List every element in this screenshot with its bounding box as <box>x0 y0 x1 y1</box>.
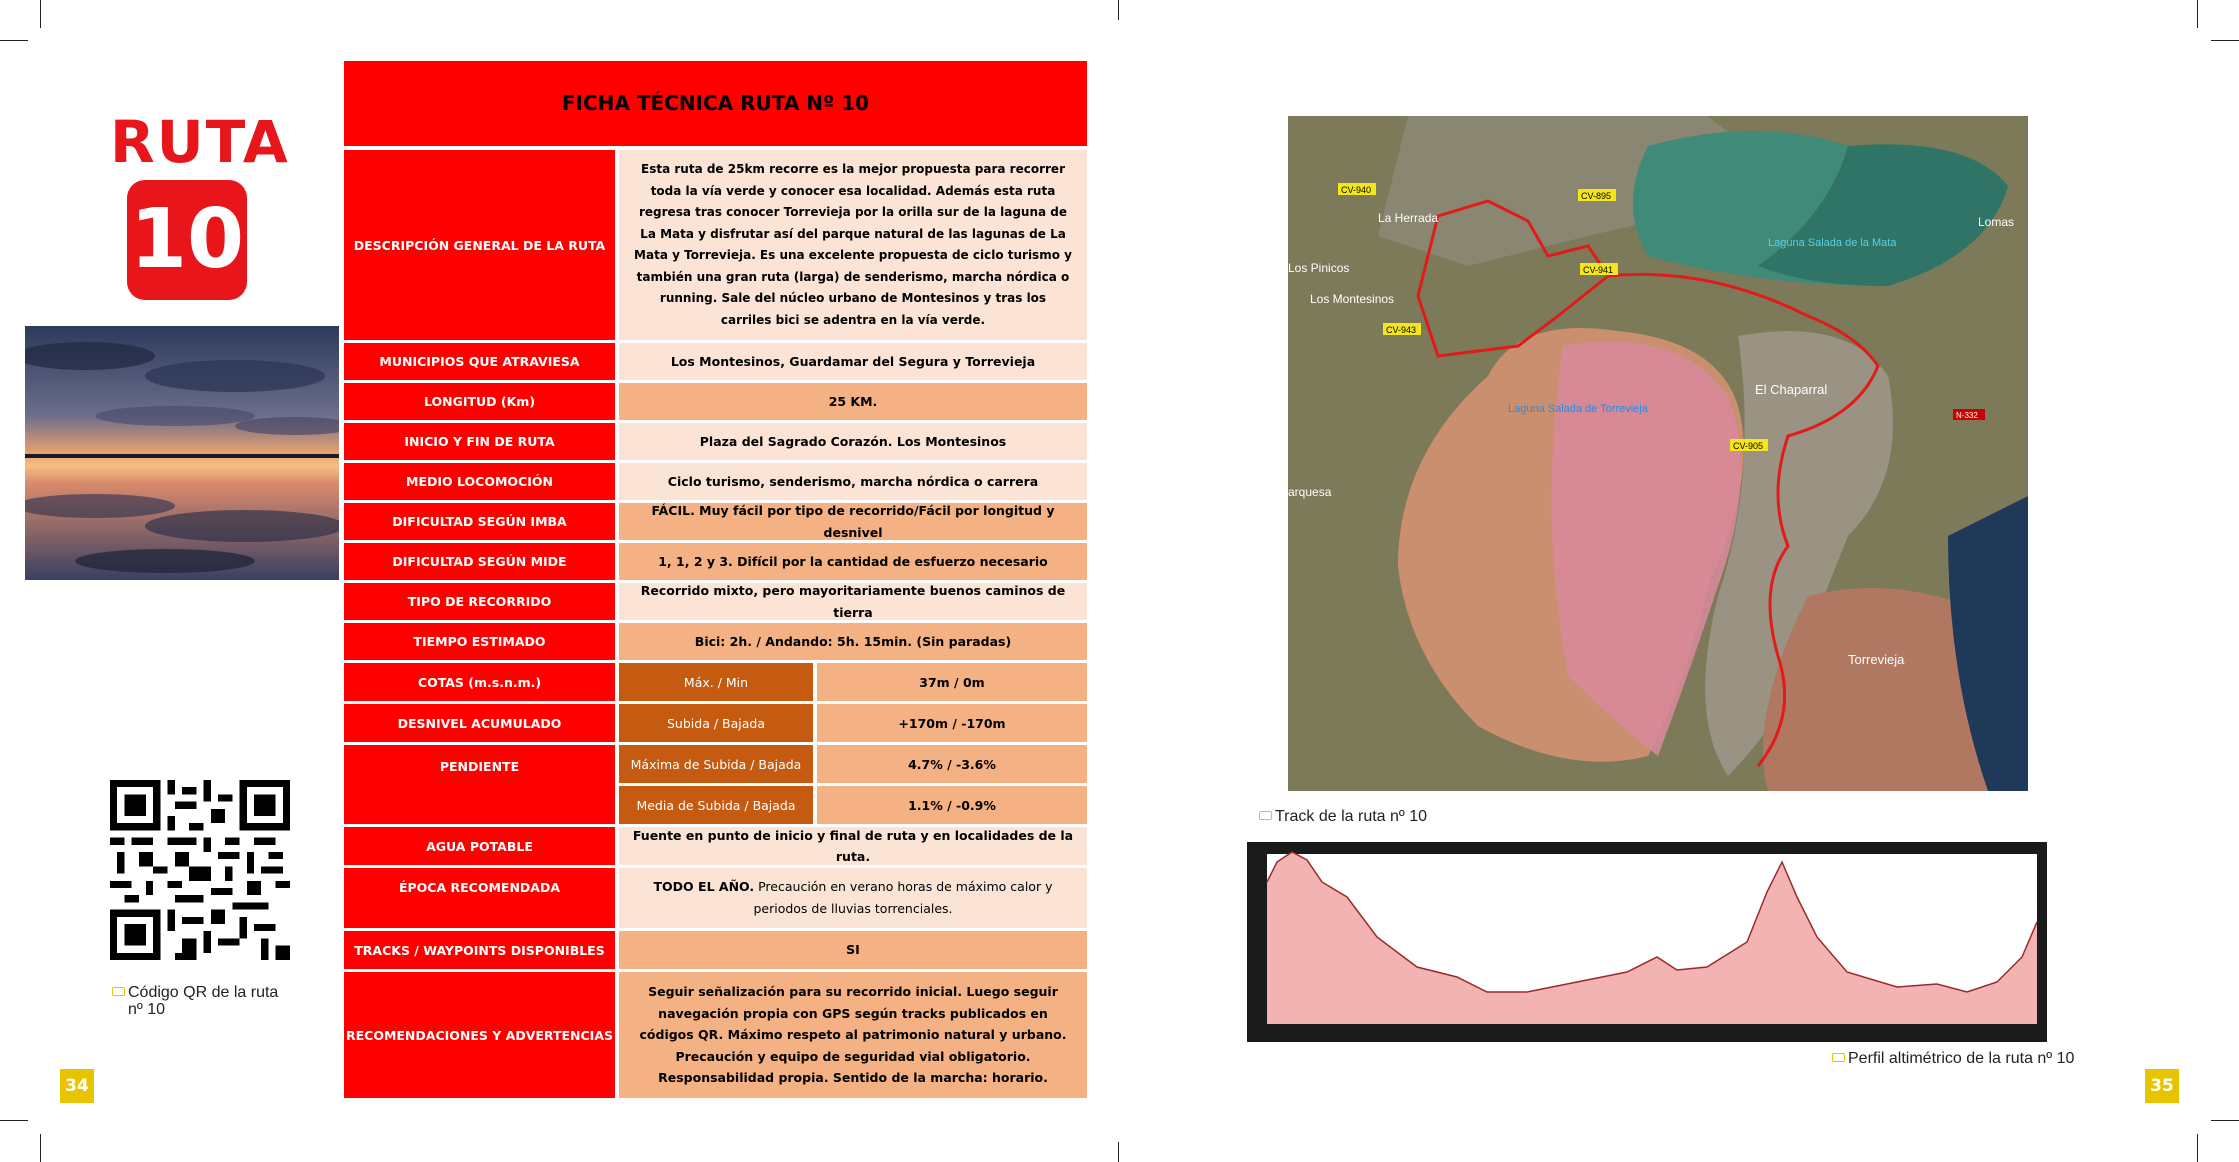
caption-tag-icon <box>1259 811 1272 820</box>
map-label-lagoon-north: Laguna Salada de la Mata <box>1768 237 1897 249</box>
caption-tag-icon <box>1832 1053 1845 1062</box>
row-municipios: MUNICIPIOS QUE ATRAVIESA Los Montesinos, Guardamar del Segura y Torrevieja <box>344 343 1087 380</box>
crop-mark <box>40 0 41 28</box>
row-agua-potable: AGUA POTABLE Fuente en punto de inicio y final de ruta y en localidades de la ruta. <box>344 827 1087 865</box>
crop-mark <box>1118 1142 1119 1162</box>
row-tiempo: TIEMPO ESTIMADO Bici: 2h. / Andando: 5h. 15min. (Sin paradas) <box>344 623 1087 660</box>
sheet-title: FICHA TÉCNICA RUTA Nº 10 <box>344 61 1087 146</box>
map-label-herrada: La Herrada <box>1378 211 1439 225</box>
row-recomendaciones: RECOMENDACIONES Y ADVERTENCIAS Seguir señalización para su recorrido inicial. Luego seguir navegación propia con GPS según tracks publicados en códigos QR. Máximo respeto al patrimonio natural y urbano. Precaución y equipo de seguridad vial obligatorio. Responsabilidad propia. Sentido de la marcha: horario. <box>344 972 1087 1098</box>
crop-mark <box>40 1134 41 1162</box>
row-dificultad-mide: DIFICULTAD SEGÚN MIDE 1, 1, 2 y 3. Difícil por la cantidad de esfuerzo necesario <box>344 543 1087 580</box>
page-number-left: 34 <box>60 1069 94 1103</box>
map-label-lagoon-south: Laguna Salada de Torrevieja <box>1508 403 1648 415</box>
row-cotas: COTAS (m.s.n.m.) Máx. / Min 37m / 0m <box>344 663 1087 701</box>
qr-caption: Código QR de la ruta nº 10 <box>112 984 312 1018</box>
row-descripcion: DESCRIPCIÓN GENERAL DE LA RUTA Esta ruta de 25km recorre es la mejor propuesta para recorrer toda la vía verde y conocer esa localidad. Además esta ruta regresa tras conocer Torrevieja por la orilla sur de la laguna de La Mata y disfrutar así del parque natural de las lagunas de La Mata y Torrevieja. Es una excelente propuesta de ciclo turismo y también una gran ruta (larga) de senderismo, marcha nórdica o running. Sale del núcleo urbano de Montesinos y tras los carriles bici se adentra en la vía verde. <box>344 150 1087 340</box>
map-label-n332: N-332 <box>1956 411 1978 420</box>
crop-mark <box>2211 1120 2239 1121</box>
ruta-number-badge: 10 <box>127 180 247 300</box>
qr-code[interactable] <box>110 780 290 960</box>
map-label-cv943: CV-943 <box>1386 325 1417 335</box>
row-tracks: TRACKS / WAYPOINTS DISPONIBLES SI <box>344 931 1087 969</box>
caption-tag-icon <box>112 987 125 996</box>
row-epoca: ÉPOCA RECOMENDADA TODO EL AÑO. Precaución en verano horas de máximo calor y periodos de lluvias torrenciales. <box>344 868 1087 928</box>
crop-mark <box>1118 0 1119 20</box>
map-label-lomas: Lomas <box>1978 215 2015 229</box>
row-inicio-fin: INICIO Y FIN DE RUTA Plaza del Sagrado Corazón. Los Montesinos <box>344 423 1087 460</box>
ruta-heading: RUTA <box>110 108 290 176</box>
crop-mark <box>2197 1134 2198 1162</box>
map-label-montesinos: Los Montesinos <box>1310 292 1395 306</box>
map-caption: Track de la ruta nº 10 <box>1259 808 1427 825</box>
row-desnivel: DESNIVEL ACUMULADO Subida / Bajada +170m / -170m <box>344 704 1087 742</box>
elevation-profile[interactable] <box>1247 842 2047 1042</box>
sunset-lagoon-photo <box>25 326 339 580</box>
page-number-right: 35 <box>2145 1069 2179 1103</box>
crop-mark <box>2197 0 2198 28</box>
map-label-cv905: CV-905 <box>1733 441 1764 451</box>
row-medio-locomocion: MEDIO LOCOMOCIÓN Ciclo turismo, senderismo, marcha nórdica o carrera <box>344 463 1087 500</box>
row-pendiente: PENDIENTE Máxima de Subida / Bajada 4.7% / -3.6% Media de Subida / Bajada 1.1% / -0.9% <box>344 745 1087 824</box>
crop-mark <box>0 40 28 41</box>
map-label-cv940: CV-940 <box>1341 185 1372 195</box>
map-label-chaparral: El Chaparral <box>1755 382 1828 397</box>
row-tipo-recorrido: TIPO DE RECORRIDO Recorrido mixto, pero mayoritariamente buenos caminos de tierra <box>344 583 1087 620</box>
crop-mark <box>2211 40 2239 41</box>
route-map[interactable] <box>1288 116 2028 791</box>
map-label-cv941: CV-941 <box>1583 265 1614 275</box>
map-label-cv895: CV-895 <box>1581 191 1612 201</box>
map-label-torrevieja: Torrevieja <box>1848 652 1905 667</box>
row-longitud: LONGITUD (Km) 25 KM. <box>344 383 1087 420</box>
profile-caption: Perfil altimétrico de la ruta nº 10 <box>1832 1050 2074 1067</box>
map-label-pinicos: Los Pinicos <box>1288 261 1350 275</box>
crop-mark <box>0 1120 28 1121</box>
row-dificultad-imba: DIFICULTAD SEGÚN IMBA FÁCIL. Muy fácil por tipo de recorrido/Fácil por longitud y desnivel <box>344 503 1087 540</box>
map-label-arquesa: arquesa <box>1288 485 1332 499</box>
